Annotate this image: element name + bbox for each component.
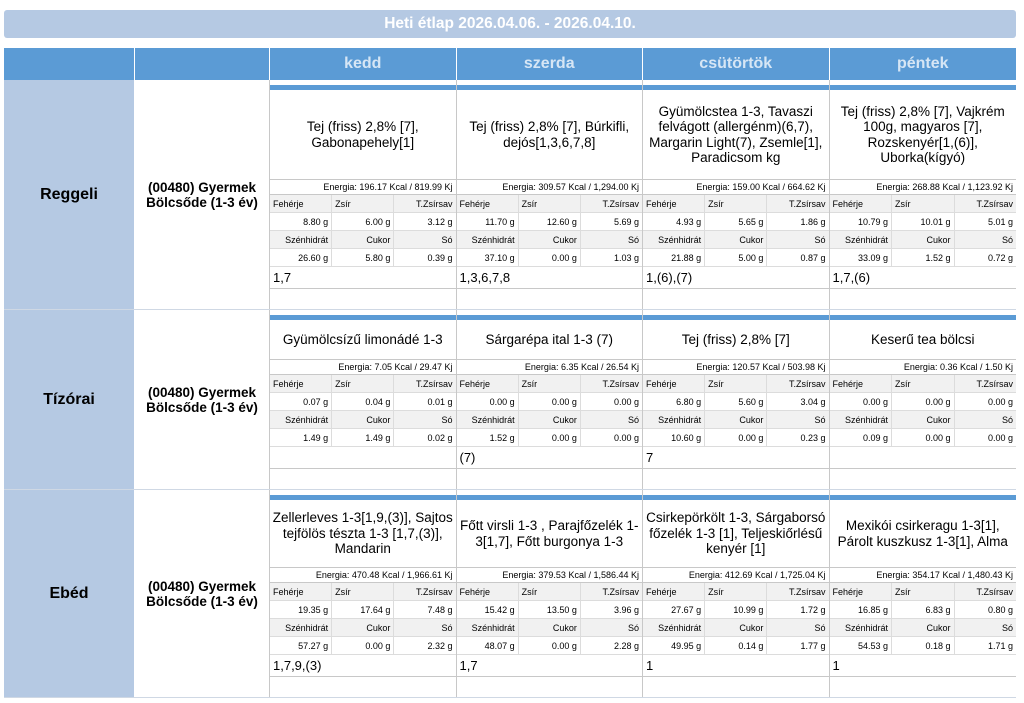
label-so: Só xyxy=(441,415,453,425)
label-zsir: Zsír xyxy=(892,375,955,392)
dish-description: Főtt virsli 1-3 , Parajfőzelék 1-3[1,7], Főtt burgonya 1-3 xyxy=(457,500,643,568)
value-zsir: 5.65 g xyxy=(705,213,767,230)
value-szenhidrat: 26.60 g xyxy=(270,249,332,266)
value-feherje: 6.80 g xyxy=(643,393,705,410)
energy-value: Energia: 120.57 Kcal / 503.98 Kj xyxy=(643,360,829,375)
nutrient-label-row xyxy=(270,411,456,429)
nutrient-label-row xyxy=(830,231,1017,249)
label-tzsirsav: T.Zsírsav xyxy=(602,199,640,209)
label-szenhidrat: Szénhidrát xyxy=(643,411,705,428)
energy-value: Energia: 0.36 Kcal / 1.50 Kj xyxy=(830,360,1017,375)
label-cukor: Cukor xyxy=(519,411,581,428)
meal-name: Ebéd xyxy=(4,490,135,697)
label-zsir: Zsír xyxy=(892,195,955,212)
label-feherje: Fehérje xyxy=(643,195,705,212)
nutrient-label-row xyxy=(830,195,1017,213)
label-zsir: Zsír xyxy=(519,195,581,212)
dish-description: Tej (friss) 2,8% [7], Búrkifli, dejós[1,3,6,7,8] xyxy=(457,90,643,180)
day-header-kedd: kedd xyxy=(270,48,457,80)
nutrient-value-row xyxy=(643,637,829,655)
value-so: 0.02 g xyxy=(427,433,453,443)
value-tzsirsav: 0.00 g xyxy=(987,397,1013,407)
allergen-codes: 1,7,(6) xyxy=(830,267,1017,289)
day-header-pentek: péntek xyxy=(830,48,1017,80)
energy-value: Energia: 196.17 Kcal / 819.99 Kj xyxy=(270,180,456,195)
label-zsir: Zsír xyxy=(519,583,581,600)
nutrient-value-row xyxy=(830,393,1017,411)
value-cukor: 0.00 g xyxy=(519,637,581,654)
label-zsir: Zsír xyxy=(892,583,955,600)
nutrient-label-row xyxy=(457,375,643,393)
value-zsir: 6.00 g xyxy=(332,213,394,230)
value-tzsirsav: 0.01 g xyxy=(427,397,453,407)
value-zsir: 0.00 g xyxy=(519,393,581,410)
nutrient-value-row xyxy=(830,249,1017,267)
energy-value: Energia: 354.17 Kcal / 1,480.43 Kj xyxy=(830,568,1017,583)
label-cukor: Cukor xyxy=(705,231,767,248)
day-cell xyxy=(830,310,1017,489)
allergen-codes: 1 xyxy=(643,655,829,677)
menu-title: Heti étlap 2026.04.06. - 2026.04.10. xyxy=(4,10,1016,38)
label-cukor: Cukor xyxy=(705,619,767,636)
nutrient-label-row xyxy=(643,583,829,601)
value-szenhidrat: 10.60 g xyxy=(643,429,705,446)
nutrient-value-row xyxy=(830,429,1017,447)
nutrient-value-row xyxy=(270,249,456,267)
nutrient-label-row xyxy=(270,583,456,601)
value-feherje: 4.93 g xyxy=(643,213,705,230)
value-tzsirsav: 5.01 g xyxy=(987,217,1013,227)
dish-description: Keserű tea bölcsi xyxy=(830,320,1017,360)
value-tzsirsav: 7.48 g xyxy=(427,605,453,615)
day-cell xyxy=(830,490,1017,697)
label-tzsirsav: T.Zsírsav xyxy=(416,379,453,389)
nutrient-label-row xyxy=(830,411,1017,429)
value-tzsirsav: 5.69 g xyxy=(613,217,640,227)
label-cukor: Cukor xyxy=(332,231,394,248)
label-so: Só xyxy=(1001,623,1013,633)
energy-value: Energia: 7.05 Kcal / 29.47 Kj xyxy=(270,360,456,375)
nutrient-label-row xyxy=(270,619,456,637)
nutrient-value-row xyxy=(830,213,1017,231)
value-feherje: 10.79 g xyxy=(830,213,893,230)
value-feherje: 15.42 g xyxy=(457,601,519,618)
day-cell xyxy=(643,490,830,697)
label-feherje: Fehérje xyxy=(643,583,705,600)
nutrient-value-row xyxy=(643,601,829,619)
energy-value: Energia: 6.35 Kcal / 26.54 Kj xyxy=(457,360,643,375)
value-so: 1.03 g xyxy=(613,253,640,263)
dish-description: Gyümölcsízű limonádé 1-3 xyxy=(270,320,456,360)
label-szenhidrat: Szénhidrát xyxy=(643,231,705,248)
label-cukor: Cukor xyxy=(892,619,955,636)
label-zsir: Zsír xyxy=(705,583,767,600)
day-cell xyxy=(830,80,1017,309)
day-cell-footer xyxy=(457,289,643,309)
day-cell-footer xyxy=(457,677,643,697)
label-cukor: Cukor xyxy=(705,411,767,428)
nutrient-value-row xyxy=(457,213,643,231)
dish-description: Tej (friss) 2,8% [7] xyxy=(643,320,829,360)
value-cukor: 0.14 g xyxy=(705,637,767,654)
allergen-codes xyxy=(830,447,1017,469)
label-tzsirsav: T.Zsírsav xyxy=(976,199,1013,209)
dish-description: Tej (friss) 2,8% [7], Gabonapehely[1] xyxy=(270,90,456,180)
nutrient-label-row xyxy=(270,195,456,213)
label-feherje: Fehérje xyxy=(270,583,332,600)
value-szenhidrat: 1.49 g xyxy=(270,429,332,446)
nutrient-label-row xyxy=(643,375,829,393)
label-feherje: Fehérje xyxy=(270,195,332,212)
dish-description: Sárgarépa ital 1-3 (7) xyxy=(457,320,643,360)
value-cukor: 5.00 g xyxy=(705,249,767,266)
day-cell xyxy=(643,80,830,309)
value-cukor: 0.00 g xyxy=(705,429,767,446)
label-zsir: Zsír xyxy=(519,375,581,392)
value-cukor: 0.00 g xyxy=(519,429,581,446)
label-szenhidrat: Szénhidrát xyxy=(643,619,705,636)
value-feherje: 19.35 g xyxy=(270,601,332,618)
weekly-menu-table xyxy=(4,48,1016,698)
value-so: 0.00 g xyxy=(613,433,640,443)
nutrient-value-row xyxy=(643,393,829,411)
label-zsir: Zsír xyxy=(332,195,394,212)
value-tzsirsav: 1.72 g xyxy=(800,605,826,615)
label-szenhidrat: Szénhidrát xyxy=(457,411,519,428)
value-feherje: 11.70 g xyxy=(457,213,519,230)
value-szenhidrat: 54.53 g xyxy=(830,637,893,654)
energy-value: Energia: 379.53 Kcal / 1,586.44 Kj xyxy=(457,568,643,583)
value-cukor: 0.00 g xyxy=(892,429,955,446)
nutrient-label-row xyxy=(457,619,643,637)
value-szenhidrat: 33.09 g xyxy=(830,249,893,266)
day-cell xyxy=(457,490,644,697)
day-header-row xyxy=(4,48,1016,80)
value-feherje: 27.67 g xyxy=(643,601,705,618)
label-tzsirsav: T.Zsírsav xyxy=(602,379,640,389)
allergen-codes: 1,7 xyxy=(270,267,456,289)
meal-row xyxy=(4,80,1016,310)
value-so: 1.71 g xyxy=(987,641,1013,651)
value-feherje: 0.07 g xyxy=(270,393,332,410)
value-so: 0.23 g xyxy=(800,433,826,443)
label-so: Só xyxy=(441,623,453,633)
label-so: Só xyxy=(628,623,640,633)
label-feherje: Fehérje xyxy=(270,375,332,392)
header-empty-meal xyxy=(4,48,135,80)
value-szenhidrat: 49.95 g xyxy=(643,637,705,654)
value-cukor: 0.18 g xyxy=(892,637,955,654)
meal-row xyxy=(4,490,1016,698)
day-cell xyxy=(457,80,644,309)
allergen-codes: 1,7,9,(3) xyxy=(270,655,456,677)
header-empty-group xyxy=(135,48,270,80)
value-szenhidrat: 37.10 g xyxy=(457,249,519,266)
label-szenhidrat: Szénhidrát xyxy=(270,231,332,248)
value-tzsirsav: 1.86 g xyxy=(800,217,826,227)
label-cukor: Cukor xyxy=(519,619,581,636)
label-feherje: Fehérje xyxy=(830,195,893,212)
label-szenhidrat: Szénhidrát xyxy=(830,411,893,428)
label-cukor: Cukor xyxy=(332,411,394,428)
day-cell-footer xyxy=(270,469,456,489)
value-zsir: 5.60 g xyxy=(705,393,767,410)
dish-description: Zellerleves 1-3[1,9,(3)], Sajtos tejfölös tészta 1-3 [1,7,(3)], Mandarin xyxy=(270,500,456,568)
meal-name: Tízórai xyxy=(4,310,135,489)
nutrient-label-row xyxy=(643,231,829,249)
nutrient-label-row xyxy=(643,411,829,429)
label-szenhidrat: Szénhidrát xyxy=(270,619,332,636)
day-cell xyxy=(457,310,644,489)
dish-description: Gyümölcstea 1-3, Tavaszi felvágott (allergénm)(6,7), Margarin Light(7), Zsemle[1], Paradicsom kg xyxy=(643,90,829,180)
dish-description: Mexikói csirkeragu 1-3[1], Párolt kuszkusz 1-3[1], Alma xyxy=(830,500,1017,568)
label-tzsirsav: T.Zsírsav xyxy=(976,379,1013,389)
label-so: Só xyxy=(814,415,826,425)
day-cell xyxy=(643,310,830,489)
label-so: Só xyxy=(628,415,640,425)
value-zsir: 6.83 g xyxy=(892,601,955,618)
group-name: (00480) Gyermek Bölcsőde (1-3 év) xyxy=(135,490,270,697)
nutrient-value-row xyxy=(457,637,643,655)
label-zsir: Zsír xyxy=(705,375,767,392)
group-name: (00480) Gyermek Bölcsőde (1-3 év) xyxy=(135,80,270,309)
label-tzsirsav: T.Zsírsav xyxy=(789,379,826,389)
allergen-codes: 1,7 xyxy=(457,655,643,677)
label-so: Só xyxy=(814,235,826,245)
allergen-codes: 1,(6),(7) xyxy=(643,267,829,289)
value-tzsirsav: 0.00 g xyxy=(613,397,640,407)
nutrient-value-row xyxy=(270,601,456,619)
value-zsir: 0.04 g xyxy=(332,393,394,410)
day-cell xyxy=(270,310,457,489)
label-cukor: Cukor xyxy=(519,231,581,248)
label-szenhidrat: Szénhidrát xyxy=(457,619,519,636)
label-feherje: Fehérje xyxy=(457,195,519,212)
day-header-szerda: szerda xyxy=(457,48,644,80)
nutrient-value-row xyxy=(270,637,456,655)
nutrient-label-row xyxy=(457,195,643,213)
value-zsir: 13.50 g xyxy=(519,601,581,618)
meal-row xyxy=(4,310,1016,490)
dish-description: Tej (friss) 2,8% [7], Vajkrém 100g, magyaros [7], Rozskenyér[1,(6)], Uborka(kígyó) xyxy=(830,90,1017,180)
meal-rows xyxy=(4,80,1016,698)
label-feherje: Fehérje xyxy=(457,583,519,600)
value-feherje: 16.85 g xyxy=(830,601,893,618)
label-tzsirsav: T.Zsírsav xyxy=(789,587,826,597)
nutrient-value-row xyxy=(643,249,829,267)
label-cukor: Cukor xyxy=(892,411,955,428)
allergen-codes xyxy=(270,447,456,469)
nutrient-value-row xyxy=(643,429,829,447)
nutrient-value-row xyxy=(830,637,1017,655)
value-feherje: 0.00 g xyxy=(457,393,519,410)
nutrient-value-row xyxy=(270,213,456,231)
value-cukor: 1.52 g xyxy=(892,249,955,266)
group-name: (00480) Gyermek Bölcsőde (1-3 év) xyxy=(135,310,270,489)
label-so: Só xyxy=(1001,415,1013,425)
nutrient-value-row xyxy=(270,429,456,447)
label-cukor: Cukor xyxy=(892,231,955,248)
nutrient-label-row xyxy=(457,411,643,429)
label-feherje: Fehérje xyxy=(830,583,893,600)
value-cukor: 1.49 g xyxy=(332,429,394,446)
allergen-codes: 1 xyxy=(830,655,1017,677)
energy-value: Energia: 412.69 Kcal / 1,725.04 Kj xyxy=(643,568,829,583)
label-feherje: Fehérje xyxy=(457,375,519,392)
value-zsir: 0.00 g xyxy=(892,393,955,410)
energy-value: Energia: 470.48 Kcal / 1,966.61 Kj xyxy=(270,568,456,583)
day-cell xyxy=(270,80,457,309)
value-zsir: 10.99 g xyxy=(705,601,767,618)
value-so: 0.72 g xyxy=(987,253,1013,263)
label-zsir: Zsír xyxy=(332,375,394,392)
value-so: 0.00 g xyxy=(987,433,1013,443)
value-so: 0.87 g xyxy=(800,253,826,263)
day-cell-footer xyxy=(643,289,829,309)
nutrient-label-row xyxy=(457,231,643,249)
day-cell-footer xyxy=(830,289,1017,309)
value-cukor: 0.00 g xyxy=(332,637,394,654)
day-cell-footer xyxy=(270,677,456,697)
nutrient-value-row xyxy=(457,429,643,447)
value-feherje: 8.80 g xyxy=(270,213,332,230)
label-tzsirsav: T.Zsírsav xyxy=(789,199,826,209)
energy-value: Energia: 159.00 Kcal / 664.62 Kj xyxy=(643,180,829,195)
value-tzsirsav: 3.96 g xyxy=(613,605,640,615)
label-szenhidrat: Szénhidrát xyxy=(830,231,893,248)
day-cell-footer xyxy=(643,677,829,697)
label-tzsirsav: T.Zsírsav xyxy=(976,587,1013,597)
nutrient-label-row xyxy=(643,195,829,213)
meal-name: Reggeli xyxy=(4,80,135,309)
day-cell xyxy=(270,490,457,697)
value-feherje: 0.00 g xyxy=(830,393,893,410)
value-szenhidrat: 57.27 g xyxy=(270,637,332,654)
value-szenhidrat: 48.07 g xyxy=(457,637,519,654)
label-szenhidrat: Szénhidrát xyxy=(457,231,519,248)
allergen-codes: 7 xyxy=(643,447,829,469)
nutrient-value-row xyxy=(643,213,829,231)
nutrient-label-row xyxy=(643,619,829,637)
nutrient-label-row xyxy=(270,231,456,249)
day-cell-footer xyxy=(830,469,1017,489)
nutrient-label-row xyxy=(457,583,643,601)
energy-value: Energia: 268.88 Kcal / 1,123.92 Kj xyxy=(830,180,1017,195)
label-cukor: Cukor xyxy=(332,619,394,636)
value-tzsirsav: 0.80 g xyxy=(987,605,1013,615)
value-zsir: 12.60 g xyxy=(519,213,581,230)
value-szenhidrat: 0.09 g xyxy=(830,429,893,446)
nutrient-label-row xyxy=(830,375,1017,393)
label-feherje: Fehérje xyxy=(643,375,705,392)
nutrient-label-row xyxy=(270,375,456,393)
value-so: 2.28 g xyxy=(613,641,640,651)
value-so: 0.39 g xyxy=(427,253,453,263)
value-szenhidrat: 1.52 g xyxy=(457,429,519,446)
label-so: Só xyxy=(441,235,453,245)
label-so: Só xyxy=(628,235,640,245)
day-cell-footer xyxy=(270,289,456,309)
value-zsir: 10.01 g xyxy=(892,213,955,230)
nutrient-value-row xyxy=(457,601,643,619)
label-tzsirsav: T.Zsírsav xyxy=(416,199,453,209)
label-tzsirsav: T.Zsírsav xyxy=(416,587,453,597)
dish-description: Csirkepörkölt 1-3, Sárgaborsó főzelék 1-3 [1], Teljeskiőrlésű kenyér [1] xyxy=(643,500,829,568)
label-so: Só xyxy=(814,623,826,633)
nutrient-value-row xyxy=(457,393,643,411)
day-cell-footer xyxy=(830,677,1017,697)
label-zsir: Zsír xyxy=(332,583,394,600)
allergen-codes: 1,3,6,7,8 xyxy=(457,267,643,289)
label-szenhidrat: Szénhidrát xyxy=(270,411,332,428)
nutrient-label-row xyxy=(830,583,1017,601)
label-tzsirsav: T.Zsírsav xyxy=(602,587,640,597)
value-cukor: 5.80 g xyxy=(332,249,394,266)
value-szenhidrat: 21.88 g xyxy=(643,249,705,266)
label-feherje: Fehérje xyxy=(830,375,893,392)
nutrient-value-row xyxy=(830,601,1017,619)
nutrient-label-row xyxy=(830,619,1017,637)
value-zsir: 17.64 g xyxy=(332,601,394,618)
label-szenhidrat: Szénhidrát xyxy=(830,619,893,636)
value-so: 2.32 g xyxy=(427,641,453,651)
day-cell-footer xyxy=(457,469,643,489)
allergen-codes: (7) xyxy=(457,447,643,469)
day-header-csutortok: csütörtök xyxy=(643,48,830,80)
label-so: Só xyxy=(1001,235,1013,245)
value-cukor: 0.00 g xyxy=(519,249,581,266)
value-so: 1.77 g xyxy=(800,641,826,651)
value-tzsirsav: 3.12 g xyxy=(427,217,453,227)
energy-value: Energia: 309.57 Kcal / 1,294.00 Kj xyxy=(457,180,643,195)
nutrient-value-row xyxy=(270,393,456,411)
day-cell-footer xyxy=(643,469,829,489)
value-tzsirsav: 3.04 g xyxy=(800,397,826,407)
nutrient-value-row xyxy=(457,249,643,267)
label-zsir: Zsír xyxy=(705,195,767,212)
